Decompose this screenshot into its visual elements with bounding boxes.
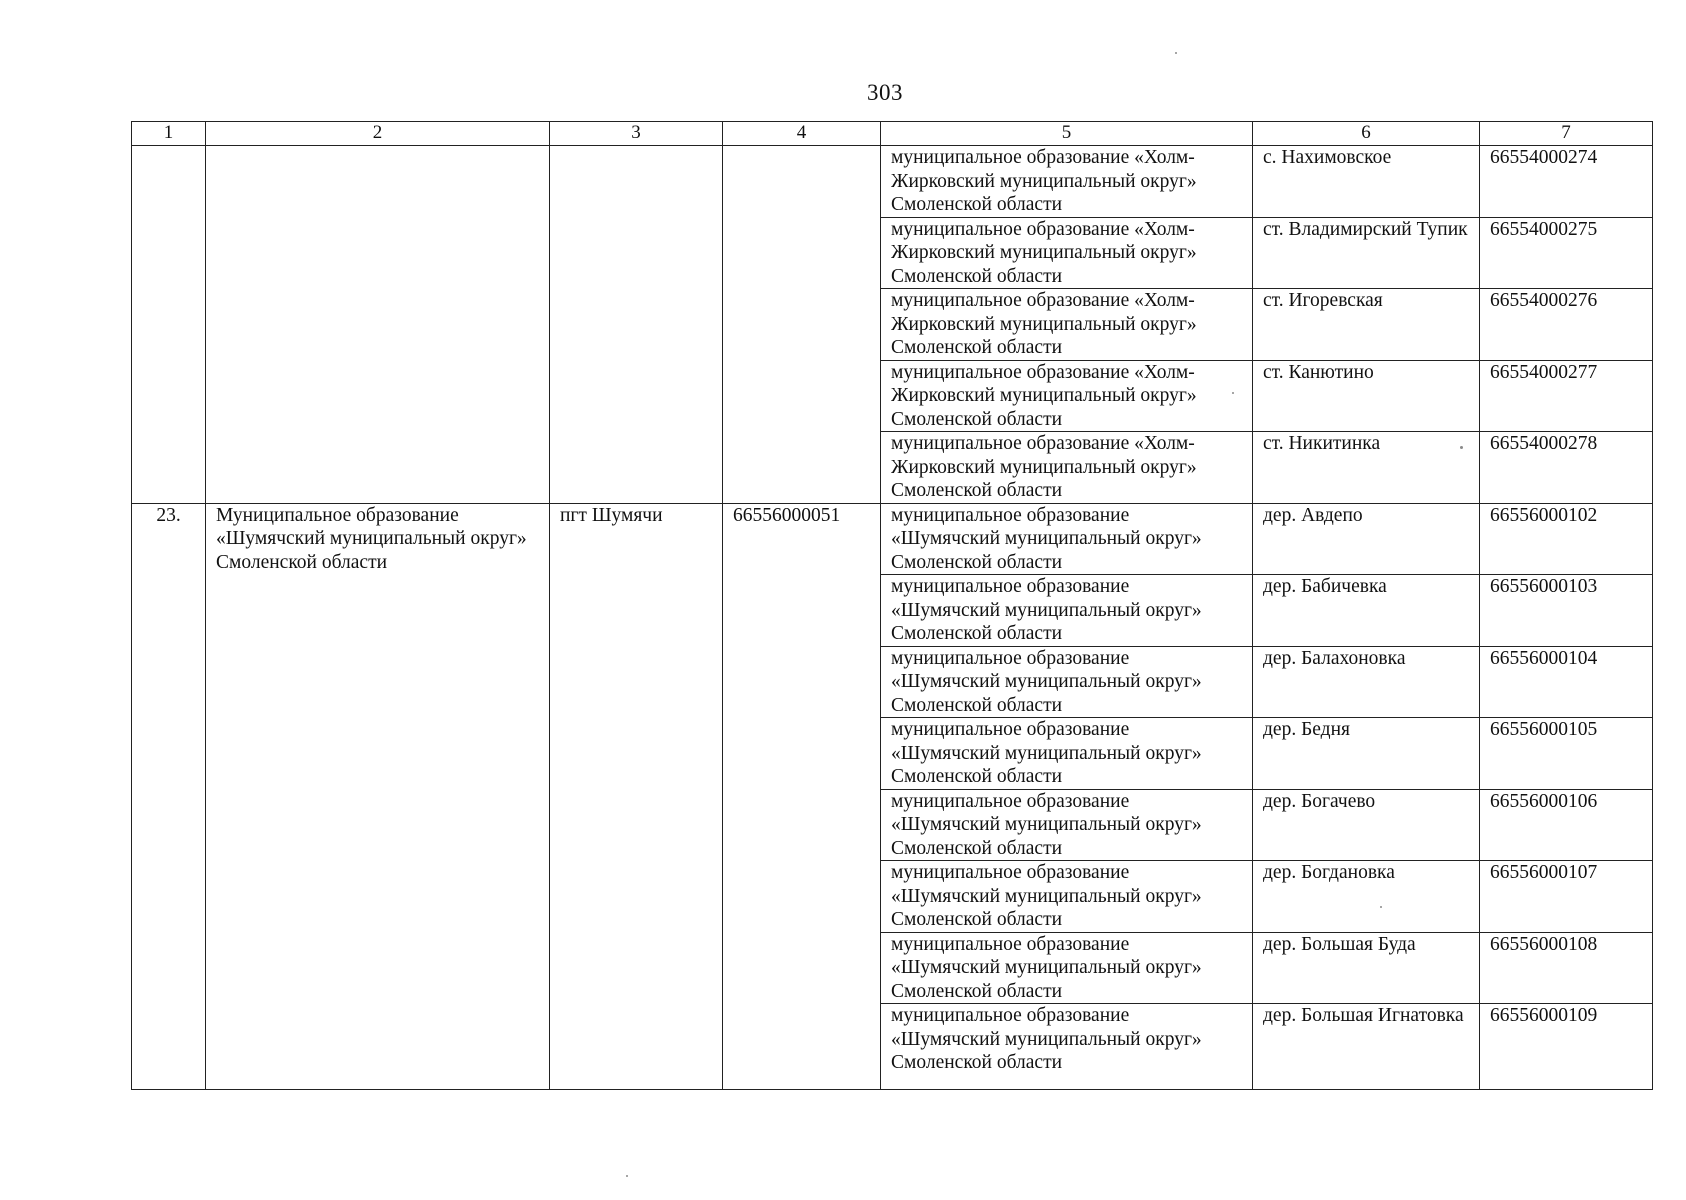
registry-table [131,121,1653,1090]
column-header-1: 1 [132,122,206,146]
cell-municipal-formation: муниципальное образование «Холм-Жирковский муниципальный округ» Смоленской области [881,146,1253,218]
scan-speck [1460,446,1463,449]
cell-municipal-formation: муниципальное образование «Холм-Жирковский муниципальный округ» Смоленской области [881,432,1253,504]
header-row [132,122,1653,146]
cell-oktmo-code: 66556000108 [1480,932,1653,1004]
cell-settlement: дер. Авдепо [1253,503,1480,575]
cell-oktmo-code: 66554000278 [1480,432,1653,504]
cell-oktmo-code: 66556000102 [1480,503,1653,575]
cell-center-empty [550,146,723,504]
cell-settlement: ст. Никитинка [1253,432,1480,504]
cell-municipal-formation: муниципальное образование «Шумячский муниципальный округ» Смоленской области [881,861,1253,933]
cell-mo-name: Муниципальное образование «Шумячский муниципальный округ» Смоленской области [206,503,550,1090]
cell-municipal-formation: муниципальное образование «Холм-Жирковский муниципальный округ» Смоленской области [881,360,1253,432]
cell-settlement: ст. Игоревская [1253,289,1480,361]
cell-settlement: дер. Большая Буда [1253,932,1480,1004]
cell-number-empty [132,146,206,504]
cell-municipal-formation: муниципальное образование «Шумячский муниципальный округ» Смоленской области [881,575,1253,647]
cell-oktmo-code: 66554000275 [1480,217,1653,289]
cell-settlement: дер. Богачево [1253,789,1480,861]
cell-settlement: дер. Богдановка [1253,861,1480,933]
cell-settlement: дер. Большая Игнатовка [1253,1004,1480,1090]
cell-admin-center-code: 66556000051 [723,503,881,1090]
cell-settlement: ст. Канютино [1253,360,1480,432]
cell-oktmo-code: 66556000103 [1480,575,1653,647]
cell-oktmo-code: 66556000106 [1480,789,1653,861]
table-row [132,503,1653,575]
column-header-3: 3 [550,122,723,146]
table-row [132,146,1653,218]
cell-municipal-formation: муниципальное образование «Холм-Жирковский муниципальный округ» Смоленской области [881,289,1253,361]
cell-entry-number: 23. [132,503,206,1090]
scan-speck [1232,392,1234,394]
cell-municipal-formation: муниципальное образование «Шумячский муниципальный округ» Смоленской области [881,646,1253,718]
cell-center-code-empty [723,146,881,504]
page-number: 303 [867,80,903,105]
cell-oktmo-code: 66556000107 [1480,861,1653,933]
cell-municipal-formation: муниципальное образование «Шумячский муниципальный округ» Смоленской области [881,503,1253,575]
cell-municipal-formation: муниципальное образование «Шумячский муниципальный округ» Смоленской области [881,932,1253,1004]
column-header-2: 2 [206,122,550,146]
scan-speck [1175,52,1177,54]
cell-oktmo-code: 66556000104 [1480,646,1653,718]
column-header-5: 5 [881,122,1253,146]
cell-settlement: дер. Бедня [1253,718,1480,790]
cell-settlement: дер. Балахоновка [1253,646,1480,718]
cell-municipal-formation: муниципальное образование «Шумячский муниципальный округ» Смоленской области [881,789,1253,861]
cell-oktmo-code: 66556000105 [1480,718,1653,790]
cell-settlement: с. Нахимовское [1253,146,1480,218]
cell-settlement: ст. Владимирский Тупик [1253,217,1480,289]
column-header-4: 4 [723,122,881,146]
cell-municipal-formation: муниципальное образование «Шумячский муниципальный округ» Смоленской области [881,1004,1253,1090]
cell-admin-center: пгт Шумячи [550,503,723,1090]
cell-oktmo-code: 66554000277 [1480,360,1653,432]
cell-oktmo-code: 66554000276 [1480,289,1653,361]
cell-settlement: дер. Бабичевка [1253,575,1480,647]
column-header-7: 7 [1480,122,1653,146]
scan-speck [626,1175,628,1177]
cell-oktmo-code: 66556000109 [1480,1004,1653,1090]
cell-municipal-formation: муниципальное образование «Шумячский муниципальный округ» Смоленской области [881,718,1253,790]
cell-mo-name-empty [206,146,550,504]
cell-municipal-formation: муниципальное образование «Холм-Жирковский муниципальный округ» Смоленской области [881,217,1253,289]
cell-oktmo-code: 66554000274 [1480,146,1653,218]
column-header-6: 6 [1253,122,1480,146]
scan-speck [1380,906,1382,908]
